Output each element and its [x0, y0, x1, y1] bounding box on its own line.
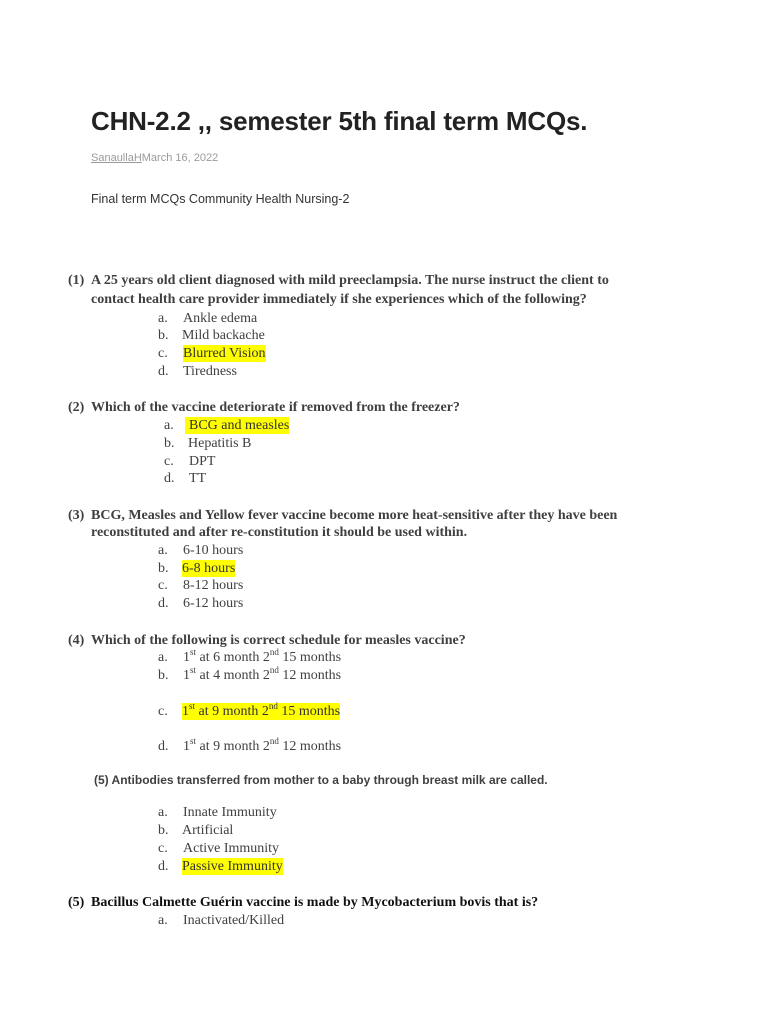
question-number: (2) [68, 400, 85, 415]
intro-text: Final term MCQs Community Health Nursing-2 [91, 192, 350, 206]
option-text: Artificial [182, 823, 234, 838]
option-letter: d. [158, 364, 169, 379]
author-link[interactable]: SanaullaH [91, 152, 142, 164]
option-text: 6-12 hours [183, 596, 244, 611]
option-letter: a. [158, 311, 168, 326]
option-text: Innate Immunity [183, 805, 277, 820]
option-letter: b. [158, 328, 169, 343]
page-title: CHN-2.2 ,, semester 5th final term MCQs. [91, 106, 588, 136]
option-letter: d. [164, 471, 175, 486]
question-number: (4) [68, 633, 85, 648]
option-text-highlighted: BCG and measles [185, 417, 289, 434]
option-letter: d. [158, 859, 169, 874]
option-text: Mild backache [182, 328, 265, 343]
question-3 [68, 506, 617, 541]
question-text-line1: Which of the vaccine deteriorate if removed from the freezer? [91, 400, 460, 415]
post-meta [91, 152, 218, 164]
option-letter: d. [158, 596, 169, 611]
option-text: Ankle edema [183, 311, 258, 326]
question-text-line1: BCG, Measles and Yellow fever vaccine become more heat-sensitive after they have been [91, 508, 618, 523]
option-letter: b. [164, 436, 175, 451]
post-date: March 16, 2022 [141, 152, 219, 164]
option-text: Active Immunity [183, 841, 280, 856]
option-text: TT [189, 471, 207, 486]
question-text-line2: contact health care provider immediately if she experiences which of the following? [91, 292, 587, 307]
option-letter: d. [158, 739, 169, 754]
question-4 [68, 631, 466, 650]
option-text: 1st at 6 month 2nd 15 months [183, 647, 342, 665]
option-letter: c. [158, 346, 168, 361]
option-letter: a. [158, 543, 168, 558]
question-text-line2: reconstituted and after re-constitution it should be used within. [91, 525, 468, 540]
question-5-bcg [68, 893, 538, 912]
question-text-line1: A 25 years old client diagnosed with mild preeclampsia. The nurse instruct the client to [91, 273, 609, 288]
question-text-line1: Bacillus Calmette Guérin vaccine is made by Mycobacterium bovis that is? [91, 895, 539, 910]
question-number: (3) [68, 508, 85, 523]
option-text: Tiredness [183, 364, 237, 379]
option-text: 8-12 hours [183, 578, 244, 593]
option-text-highlighted: 6-8 hours [182, 561, 236, 576]
option-letter: c. [164, 454, 174, 469]
option-letter: c. [158, 841, 168, 856]
option-letter: b. [158, 668, 169, 683]
question-text-line1: Which of the following is correct schedule for measles vaccine? [91, 633, 466, 648]
option-text: 6-10 hours [183, 543, 244, 558]
option-text: Inactivated/Killed [183, 913, 285, 928]
question-2 [68, 398, 460, 417]
option-letter: b. [158, 823, 169, 838]
option-letter: c. [158, 704, 168, 719]
option-letter: a. [158, 913, 168, 928]
option-text: 1st at 9 month 2nd 12 months [183, 736, 342, 754]
option-text: Hepatitis B [188, 436, 252, 451]
option-letter: a. [164, 418, 174, 433]
option-text: 1st at 4 month 2nd 12 months [183, 665, 342, 683]
option-text: DPT [189, 454, 216, 469]
question-number: (1) [68, 273, 85, 288]
option-text-highlighted: 1st at 9 month 2nd 15 months [182, 701, 341, 719]
question-number: (5) [68, 895, 85, 910]
option-letter: c. [158, 578, 168, 593]
question-1 [68, 271, 609, 309]
option-text-highlighted: Blurred Vision [183, 346, 266, 361]
option-letter: a. [158, 650, 168, 665]
option-letter: a. [158, 805, 168, 820]
option-text-highlighted: Passive Immunity [182, 859, 283, 874]
question-5-antibodies: (5) Antibodies transferred from mother to a baby through breast milk are called. [94, 773, 548, 787]
option-letter: b. [158, 561, 169, 576]
